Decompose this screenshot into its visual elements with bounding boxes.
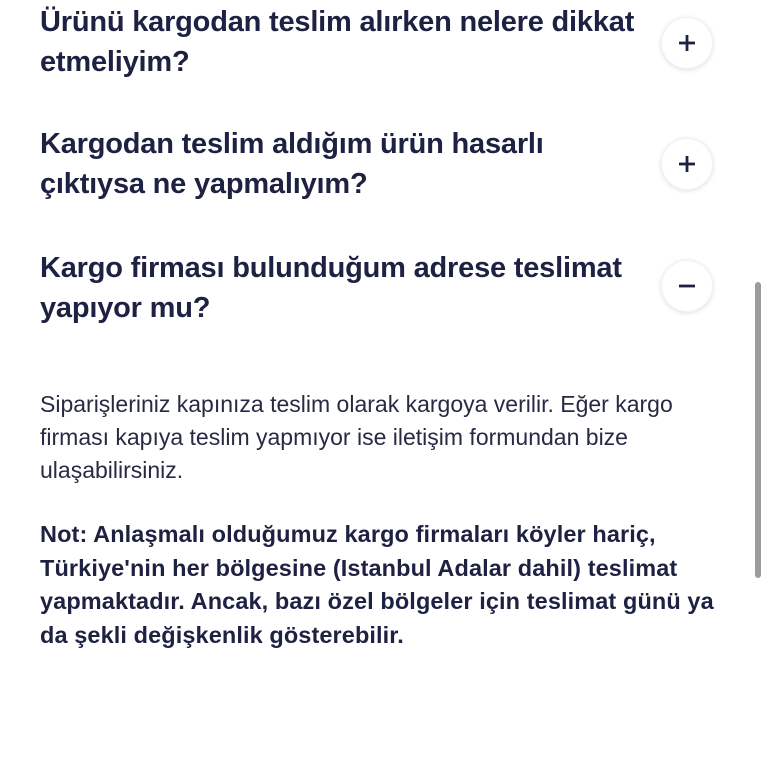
faq-answer-note <box>40 518 730 652</box>
answer-note: Not: Anlaşmalı olduğumuz kargo firmaları köyler hariç, Türkiye'nin her bölgesine (Istanbul Adalar dahil) teslimat yapmaktadır. Ancak, bazı özel bölgeler için teslimat günü ya da şekli değişkenlik gösterebilir. <box>40 521 714 648</box>
faq-answer <box>40 388 730 487</box>
answer-text: Siparişleriniz kapınıza teslim olarak kargoya verilir. Eğer kargo firması kapıya teslim yapmıyor ise iletişim formundan bize ulaşabilirsiniz. <box>40 391 673 483</box>
minus-icon <box>662 261 712 311</box>
faq-question[interactable]: Kargo firması bulunduğum adrese teslimat yapıyor mu? <box>40 252 622 324</box>
plus-icon <box>662 18 712 68</box>
expand-button[interactable] <box>661 17 713 69</box>
plus-icon <box>662 139 712 189</box>
expand-button[interactable] <box>661 138 713 190</box>
faq-question[interactable]: Ürünü kargodan teslim alırken nelere dikkat etmeliyim? <box>40 6 635 78</box>
scrollbar[interactable] <box>755 282 761 578</box>
collapse-button[interactable] <box>661 260 713 312</box>
faq-question[interactable]: Kargodan teslim aldığım ürün hasarlı çıktıysa ne yapmalıyım? <box>40 128 544 200</box>
